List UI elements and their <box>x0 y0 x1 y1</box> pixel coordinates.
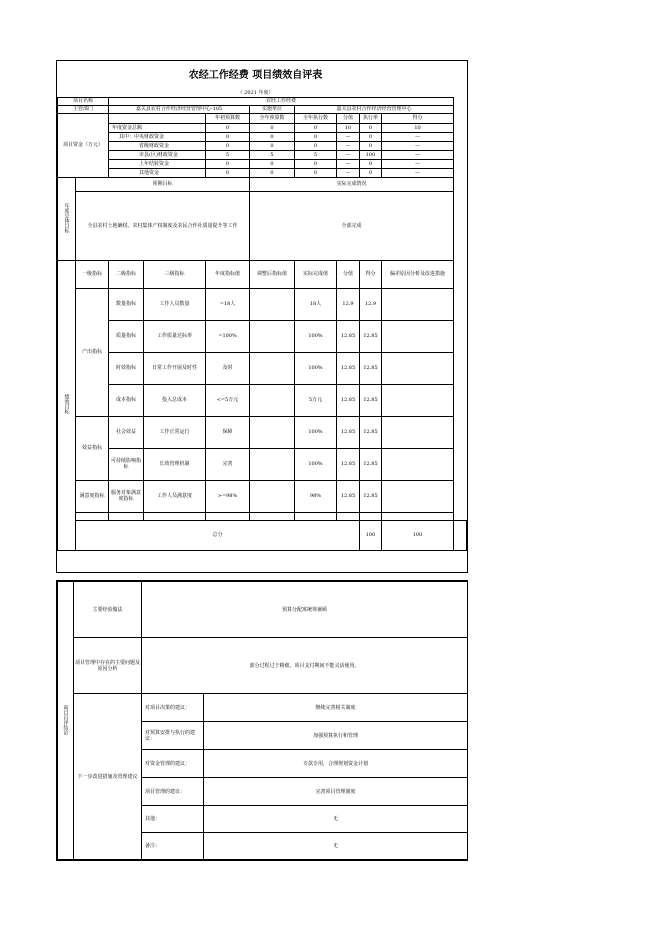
funds-row-label: 省级财政资金 <box>109 141 206 150</box>
indicator-row <box>58 352 467 384</box>
indicator-row <box>58 384 467 416</box>
funds-header: 执行率 <box>360 113 382 123</box>
suggestion-value: 加强预算执行和管理 <box>204 722 468 750</box>
indicator-target: =18人 <box>206 288 250 320</box>
blank-cell <box>295 512 337 520</box>
indicator-score: 12.85 <box>337 384 360 416</box>
indicator-l2: 数量指标 <box>109 288 144 320</box>
total-got: 100 <box>382 520 454 550</box>
annual-goal-label: 年度总体目标 <box>58 177 76 260</box>
funds-cell: — <box>382 168 454 177</box>
indicator-target: <=5万元 <box>206 384 250 416</box>
indicator-got: 12.85 <box>360 384 382 416</box>
goal-expected-text: 全县农村土地确权、农村集体产权制度及农民合作社质量提升等工作 <box>76 191 250 260</box>
indicator-got: 12.85 <box>360 416 382 448</box>
funds-label: 项目资金（万元） <box>58 113 109 177</box>
impl-label: 实施单位 <box>250 105 295 113</box>
suggestion-value: 完善项目管理制度 <box>204 778 468 806</box>
indicator-l3: 工作人员满意度 <box>144 480 206 512</box>
funds-row-label: 市县(区)财政资金 <box>109 150 206 159</box>
funds-cell: 0 <box>360 168 382 177</box>
blank-cell <box>360 512 382 520</box>
next-steps-label: 下一步改进措施及管理建议 <box>74 694 142 860</box>
blank-cell <box>109 512 144 520</box>
indicator-score: 12.85 <box>337 320 360 352</box>
year-label: （ 2021 年度） <box>237 89 274 96</box>
indicator-row <box>58 288 467 320</box>
funds-cell: 0 <box>360 123 382 132</box>
indicator-adjusted <box>250 416 295 448</box>
impl-value: 嘉关县农村合作经济经营管理中心 <box>295 105 454 113</box>
indicator-score: 12.85 <box>337 352 360 384</box>
indicator-header: 三级指标 <box>144 260 206 288</box>
funds-row-label: 其他资金 <box>109 168 206 177</box>
indicator-l2: 社会效益 <box>109 416 144 448</box>
funds-header-blank <box>109 113 206 123</box>
goal-actual-text: 全部完成 <box>250 191 454 260</box>
indicator-header: 实际完成值 <box>295 260 337 288</box>
indicator-l3: 投入总成本 <box>144 384 206 416</box>
funds-cell: 0 <box>295 123 337 132</box>
indicator-adjusted <box>250 320 295 352</box>
suggestion-label: 对资金管理的建议： <box>142 750 204 778</box>
funds-row-label: 其中：中央财政资金 <box>109 132 206 141</box>
funds-cell: 0 <box>295 159 337 168</box>
indicator-row <box>58 480 467 512</box>
indicator-got: 12.85 <box>360 352 382 384</box>
indicator-target: 及时 <box>206 352 250 384</box>
funds-cell: — <box>337 141 360 150</box>
funds-cell: 0 <box>206 141 250 150</box>
indicator-l3: 工作正常运行 <box>144 416 206 448</box>
funds-header: 年初预算数 <box>206 113 250 123</box>
blank-cell <box>382 512 454 520</box>
indicator-header: 年度指标值 <box>206 260 250 288</box>
goal-expected-header: 预期目标 <box>76 177 250 191</box>
indicator-l2: 时效指标 <box>109 352 144 384</box>
satisfaction-indicator-label: 满意度指标 <box>76 480 109 512</box>
suggestion-value: 无 <box>204 833 468 860</box>
blank-cell <box>250 512 295 520</box>
funds-cell: 0 <box>360 132 382 141</box>
indicator-deviation <box>382 448 454 480</box>
indicator-adjusted <box>250 384 295 416</box>
funds-row-label: 年度资金总额 <box>109 123 206 132</box>
output-indicator-label: 产出指标 <box>76 288 109 416</box>
funds-cell: 0 <box>295 141 337 150</box>
blank-cell <box>144 512 206 520</box>
funds-cell: 5 <box>295 150 337 159</box>
indicator-adjusted <box>250 352 295 384</box>
indicator-header: 一级指标 <box>76 260 109 288</box>
self-evaluation-conclusion <box>56 580 468 861</box>
funds-cell: 5 <box>206 150 250 159</box>
indicator-target: >=98% <box>206 480 250 512</box>
indicator-got: 12.9 <box>360 288 382 320</box>
indicator-l2: 服务对象满意度指标 <box>109 480 144 512</box>
funds-cell: — <box>337 159 360 168</box>
indicator-header: 二级指标 <box>109 260 144 288</box>
suggestion-label: 备注： <box>142 833 204 860</box>
indicator-adjusted <box>250 480 295 512</box>
funds-cell: 0 <box>206 168 250 177</box>
main-exp-text: 预算分配寓统筹兼顾 <box>142 582 468 638</box>
indicator-actual: 18人 <box>295 288 337 320</box>
indicator-target: 保障 <box>206 416 250 448</box>
indicator-target: =100% <box>206 320 250 352</box>
indicator-got: 12.85 <box>360 320 382 352</box>
indicator-header: 调整后指标值 <box>250 260 295 288</box>
page-title: 农经工作经费 项目绩效自评表 <box>188 70 323 81</box>
funds-cell: — <box>382 159 454 168</box>
problems-text: 部分过程过于精细，项目支付期间不能灵活使用。 <box>142 638 468 694</box>
suggestion-value: 专款专用，合理规划资金计划 <box>204 750 468 778</box>
funds-row <box>58 123 467 132</box>
indicator-deviation <box>382 416 454 448</box>
indicator-header: 分值 <box>337 260 360 288</box>
indicator-header-row <box>58 260 467 288</box>
indicator-l3: 日常工作开展及时性 <box>144 352 206 384</box>
indicator-deviation <box>382 320 454 352</box>
self-evaluation-table <box>56 60 468 573</box>
funds-cell: 5 <box>250 150 295 159</box>
funds-cell: 0 <box>295 168 337 177</box>
indicator-row <box>58 416 467 448</box>
suggestion-label: 其他： <box>142 806 204 833</box>
funds-cell: 10 <box>337 123 360 132</box>
funds-cell: 0 <box>206 159 250 168</box>
indicator-l2: 质量指标 <box>109 320 144 352</box>
funds-cell: 0 <box>206 132 250 141</box>
funds-cell: — <box>382 141 454 150</box>
funds-cell: 0 <box>250 132 295 141</box>
spacer-row <box>58 512 467 520</box>
indicator-score: 12.85 <box>337 416 360 448</box>
indicator-deviation <box>382 384 454 416</box>
indicator-header: 偏差原因分析及改进措施 <box>382 260 454 288</box>
indicator-actual: 100% <box>295 320 337 352</box>
indicator-score: 12.85 <box>337 480 360 512</box>
funds-cell: 0 <box>250 123 295 132</box>
suggestion-value: 无 <box>204 806 468 833</box>
indicator-actual: 98% <box>295 480 337 512</box>
suggestion-value: 继续完善相关制度 <box>204 694 468 722</box>
funds-cell: 0 <box>206 123 250 132</box>
conclusion-grid <box>57 581 468 860</box>
funds-row <box>58 132 467 141</box>
funds-cell: 0 <box>295 132 337 141</box>
total-blank <box>454 520 467 550</box>
indicator-row <box>58 320 467 352</box>
perf-target-label: 绩效目标 <box>58 260 76 550</box>
indicator-deviation <box>382 480 454 512</box>
funds-row <box>58 141 467 150</box>
total-score: 100 <box>360 520 382 550</box>
funds-cell: 100 <box>360 150 382 159</box>
evaluation-grid <box>57 61 467 551</box>
funds-cell: 10 <box>382 123 454 132</box>
indicator-target: 完善 <box>206 448 250 480</box>
problems-label: 项目管理中存在的主要问题及原因分析 <box>74 638 142 694</box>
indicator-deviation <box>382 288 454 320</box>
funds-cell: — <box>382 150 454 159</box>
funds-cell: — <box>337 150 360 159</box>
blank-cell <box>76 512 109 520</box>
funds-row <box>58 168 467 177</box>
indicator-adjusted <box>250 448 295 480</box>
indicator-l3: 长效管理机制 <box>144 448 206 480</box>
indicator-l2: 成本指标 <box>109 384 144 416</box>
dept-value: 嘉关县农村合作经济经营管理中心-105 <box>109 105 250 113</box>
blank-cell <box>206 512 250 520</box>
suggestion-label: 对项目决策的建议： <box>142 694 204 722</box>
funds-cell: 0 <box>360 159 382 168</box>
indicator-actual: 100% <box>295 352 337 384</box>
benefit-indicator-label: 效益指标 <box>76 416 109 480</box>
funds-cell: — <box>382 132 454 141</box>
suggestion-row <box>58 694 468 722</box>
blank-cell <box>337 512 360 520</box>
indicator-l2: 可持续影响指标 <box>109 448 144 480</box>
funds-cell: — <box>337 168 360 177</box>
main-exp-label: 主要经验做法 <box>74 582 142 638</box>
indicator-got: 12.85 <box>360 448 382 480</box>
funds-cell: 0 <box>250 168 295 177</box>
indicator-deviation <box>382 352 454 384</box>
indicator-got: 12.85 <box>360 480 382 512</box>
funds-header: 全年执行数 <box>295 113 337 123</box>
funds-row <box>58 150 467 159</box>
funds-header: 分值 <box>337 113 360 123</box>
funds-header: 全年预算数 <box>250 113 295 123</box>
project-name-value: 农经工作经费 <box>109 97 454 105</box>
project-name-label: 项目名称 <box>58 97 109 105</box>
conclusion-side-label: 项目自评结论 <box>58 582 74 860</box>
funds-cell: 0 <box>250 159 295 168</box>
suggestion-label: 项目管理的建议： <box>142 778 204 806</box>
goal-actual-header: 实际完成情况 <box>250 177 454 191</box>
indicator-actual: 100% <box>295 416 337 448</box>
total-row <box>58 520 467 550</box>
funds-row-label: 上年结转资金 <box>109 159 206 168</box>
total-label: 总分 <box>76 520 360 550</box>
funds-row <box>58 159 467 168</box>
suggestion-label: 对预算安排与执行的建议： <box>142 722 204 750</box>
indicator-score: 12.9 <box>337 288 360 320</box>
indicator-l3: 工作质量达标率 <box>144 320 206 352</box>
dept-label: 主管部门 <box>58 105 109 113</box>
funds-cell: — <box>337 132 360 141</box>
funds-cell: 0 <box>360 141 382 150</box>
indicator-actual: 5万元 <box>295 384 337 416</box>
indicator-actual: 100% <box>295 448 337 480</box>
indicator-adjusted <box>250 288 295 320</box>
funds-header: 得分 <box>382 113 454 123</box>
indicator-score: 12.85 <box>337 448 360 480</box>
indicator-header: 得分 <box>360 260 382 288</box>
funds-cell: 0 <box>250 141 295 150</box>
indicator-l3: 工作人员数量 <box>144 288 206 320</box>
indicator-row <box>58 448 467 480</box>
